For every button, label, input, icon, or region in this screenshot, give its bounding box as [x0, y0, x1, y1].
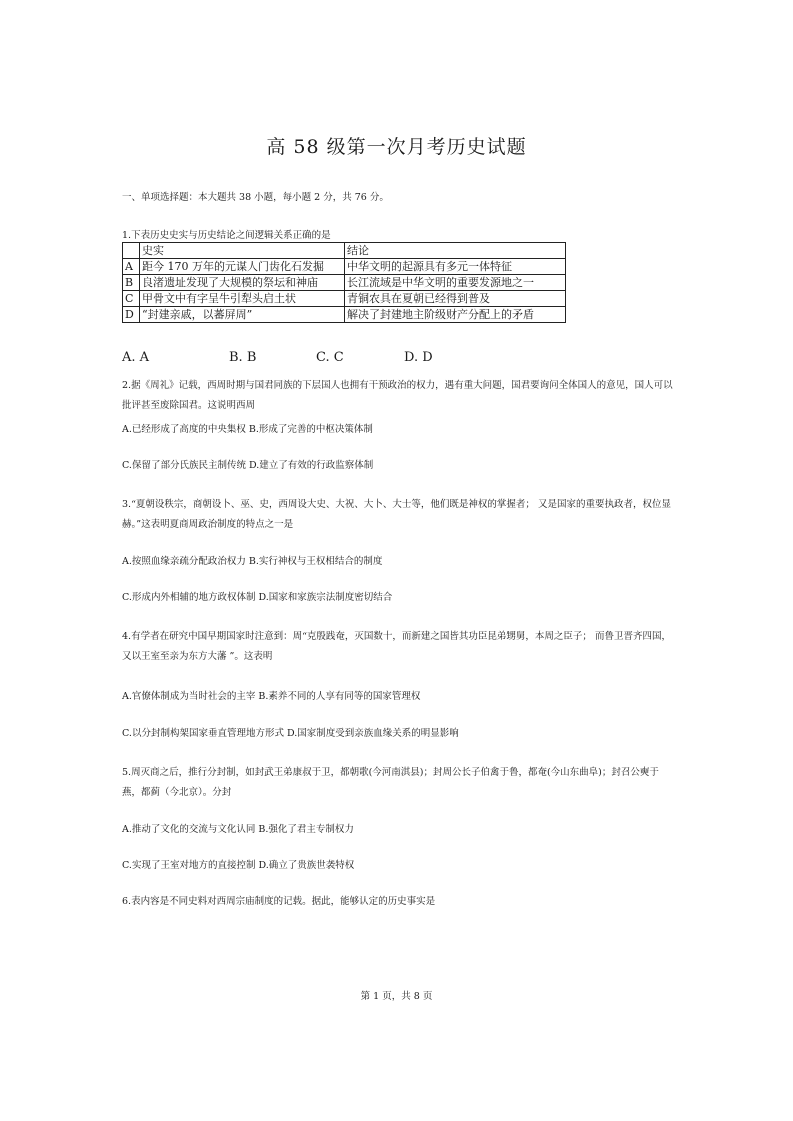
table-row [123, 275, 566, 291]
table-cell: 中华文明的起源具有多元一体特征 [345, 259, 566, 275]
question-4-stem: 4.有学者在研究中国早期国家时注意到：周“克殷践奄，灭国数十，而新建之国皆其功臣昆弟甥舅，本周之臣子； 而鲁卫晋齐四国，又以王室至亲为东方大藩 ”。这表明 [122, 631, 671, 662]
question-1-table [122, 242, 566, 323]
question-2-options-ab: A.已经形成了高度的中央集权 B.形成了完善的中枢决策体制 [122, 424, 373, 435]
table-cell: 解决了封建地主阶级财产分配上的矛盾 [345, 307, 566, 323]
choice-d: D. D [404, 350, 433, 365]
table-cell: 长江流域是中华文明的重要发源地之一 [345, 275, 566, 291]
table-header-fact: 史实 [140, 243, 345, 259]
table-cell: C [123, 291, 140, 307]
question-2-options-cd: C.保留了部分氏族民主制传统 D.建立了有效的行政监察体制 [122, 460, 374, 471]
question-4-options-ab: A.官僚体制成为当时社会的主宰 B.素养不同的人享有同等的国家管理权 [122, 691, 421, 702]
table-header-conclusion: 结论 [345, 243, 566, 259]
page-title: 高 58 级第一次月考历史试题 [266, 136, 527, 158]
choice-b: B. B [229, 350, 257, 365]
table-cell: “封建亲戚，以蕃屏周” [140, 307, 345, 323]
question-3-options-cd: C.形成内外相辅的地方政权体制 D.国家和家族宗法制度密切结合 [122, 592, 393, 603]
question-5-stem: 5.周灭商之后，推行分封制，如封武王弟康叔于卫，都朝歌(今河南淇县)；封周公长子伯禽于鲁，都奄(今山东曲阜)；封召公奭于燕，都蓟（今北京）。分封 [122, 767, 659, 798]
table-row [123, 307, 566, 323]
question-6-stem: 6.表内容是不同史料对西周宗庙制度的记载。据此，能够认定的历史事实是 [122, 896, 436, 907]
table-cell: 距今 170 万年的元谋人门齿化石发掘 [140, 259, 345, 275]
question-4-options-cd: C.以分封制构架国家垂直管理地方形式 D.国家制度受到亲族血缘关系的明显影响 [122, 728, 459, 739]
question-5-options-cd: C.实现了王室对地方的直接控制 D.确立了贵族世袭特权 [122, 860, 355, 871]
section-heading: 一、单项选择题：本大题共 38 小题，每小题 2 分，共 76 分。 [122, 192, 389, 203]
table-cell: 良渚遗址发现了大规模的祭坛和神庙 [140, 275, 345, 291]
question-3-options-ab: A.按照血缘亲疏分配政治权力 B.实行神权与王权相结合的制度 [122, 556, 383, 567]
question-5-options-ab: A.推动了文化的交流与文化认同 B.强化了君主专制权力 [122, 824, 354, 835]
table-cell [123, 243, 140, 259]
choice-c: C. C [316, 350, 344, 365]
table-row [123, 291, 566, 307]
question-1-stem: 1.下表历史史实与历史结论之间逻辑关系正确的是 [122, 230, 331, 241]
question-1-choices [122, 350, 464, 365]
question-3-stem: 3.“夏朝设秩宗，商朝设卜、巫、史，西周设大史、大祝、大卜、大士等，他们既是神权的掌握者； 又是国家的重要执政者，权位显赫。”这表明夏商周政治制度的特点之一是 [122, 499, 671, 530]
table-cell: 青铜农具在夏朝已经得到普及 [345, 291, 566, 307]
question-2-stem: 2.据《周礼》记载，西周时期与国君同族的下层国人也拥有干预政治的权力，遇有重大问题，国君要询问全体国人的意见，国人可以批评甚至废除国君。这说明西周 [122, 380, 673, 411]
table-row [123, 259, 566, 275]
table-cell: A [123, 259, 140, 275]
table-cell: D [123, 307, 140, 323]
table-header-row [123, 243, 566, 259]
table-cell: B [123, 275, 140, 291]
table-cell: 甲骨文中有字呈牛引犁头启土状 [140, 291, 345, 307]
page-footer: 第 1 页，共 8 页 [360, 991, 433, 1002]
choice-a: A. A [122, 350, 150, 365]
